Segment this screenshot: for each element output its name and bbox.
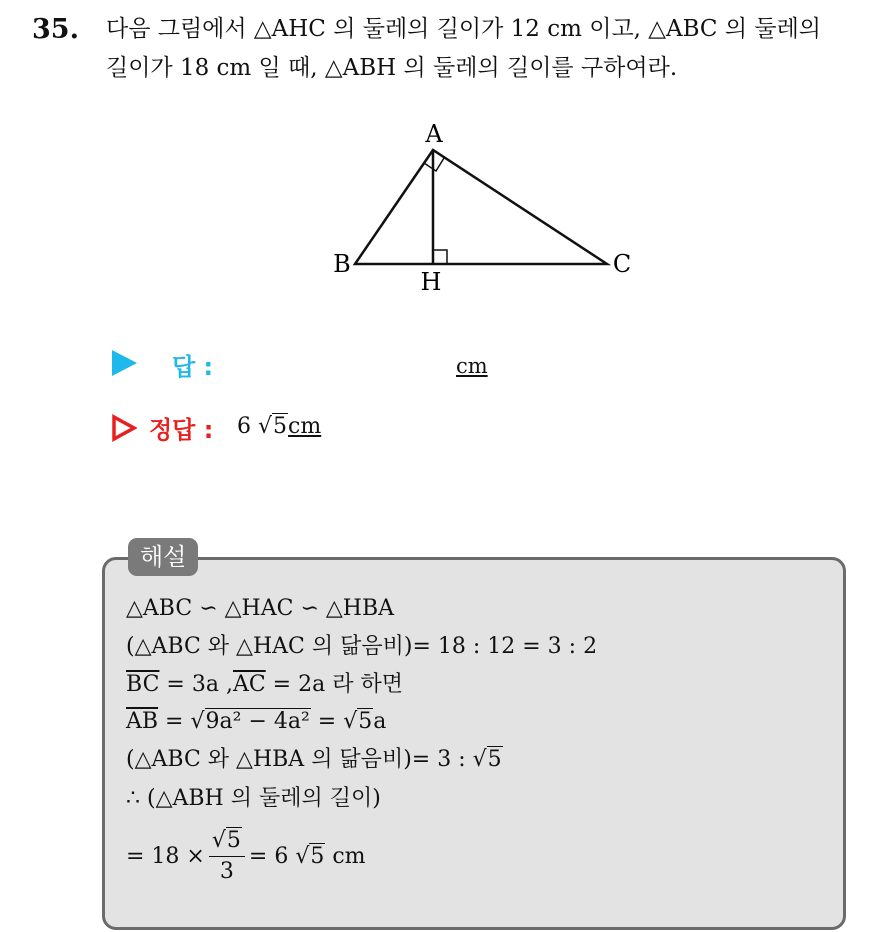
solution-line1: △ABC ∽ △HAC ∽ △HBA — [126, 596, 395, 621]
question-number: 35. — [32, 14, 79, 45]
correct-coef: 6 — [237, 414, 251, 439]
label-h: H — [420, 268, 442, 296]
solution-tag: 해설 — [128, 538, 198, 576]
solution-line7-post: = 6 — [248, 843, 296, 869]
segment-ab: $\overline{AB}$ — [126, 709, 159, 734]
segment-ac: $\overline{AC}$ — [232, 672, 266, 697]
solution-line5 — [126, 745, 503, 775]
solution-line7 — [126, 826, 366, 887]
label-b: B — [333, 250, 351, 278]
sqrt-five-ratio-radicand: 5 — [487, 747, 502, 772]
sqrt-result-radicand: 5 — [310, 843, 325, 869]
label-c: C — [612, 250, 632, 278]
solution-line2: (△ABC 와 △HAC 의 닮음비)= 18 : 12 = 3 : 2 — [126, 634, 598, 659]
sqrt-five-ratio: √5 — [472, 747, 502, 772]
sqrt-five: √5 — [343, 709, 373, 734]
solution-line4 — [126, 707, 386, 737]
sqrt-five-radicand: 5 — [358, 709, 373, 734]
solution-line6: ∴ (△ABH 의 둘레의 길이) — [126, 786, 381, 811]
solution-line4-var: a — [373, 709, 387, 734]
correct-unit: cm — [288, 414, 322, 439]
solution-line3 — [126, 670, 403, 700]
fraction-numerator-radicand: 5 — [226, 828, 241, 853]
correct-value — [237, 414, 321, 439]
triangle-abc — [355, 150, 607, 264]
solution-line3-part: = 3a , — [159, 672, 233, 697]
solution-line7-pre: = 18 × — [126, 843, 205, 869]
fraction-denominator: 3 — [219, 859, 234, 884]
triangle-figure — [322, 112, 642, 300]
sqrt-result: √5 — [295, 843, 325, 869]
solution-line7-unit: cm — [325, 843, 366, 869]
fraction — [209, 826, 245, 887]
question-text-line1: 다음 그림에서 △AHC 의 둘레의 길이가 12 cm 이고, △ABC 의 둘레의 — [106, 16, 822, 42]
sqrt-expression: √9a² − 4a² — [190, 709, 310, 734]
right-angle-mark-h — [433, 250, 447, 264]
solution-line5-text: (△ABC 와 △HBA 의 닮음비)= 3 : — [126, 747, 473, 772]
solution-line4-eq: = — [158, 709, 191, 734]
answer-unit: cm — [456, 354, 488, 378]
question-text-line2: 길이가 18 cm 일 때, △ABH 의 둘레의 길이를 구하여라. — [106, 55, 678, 81]
sqrt-expression-radicand: 9a² − 4a² — [205, 709, 310, 734]
correct-sqrt: √5 — [258, 414, 288, 439]
segment-bc: $\overline{BC}$ — [126, 672, 160, 697]
correct-radicand: 5 — [273, 414, 288, 439]
solution-line3-tail: = 2a 라 하면 — [265, 672, 403, 697]
solution-line4-eq2: = — [310, 709, 344, 734]
correct-label: 정답 : — [149, 416, 214, 444]
answer-arrow-icon — [112, 350, 137, 376]
answer-label: 답 : — [172, 353, 214, 381]
fraction-numerator: √5 — [209, 826, 245, 857]
label-a: A — [425, 120, 443, 148]
correct-arrow-icon — [111, 414, 137, 442]
